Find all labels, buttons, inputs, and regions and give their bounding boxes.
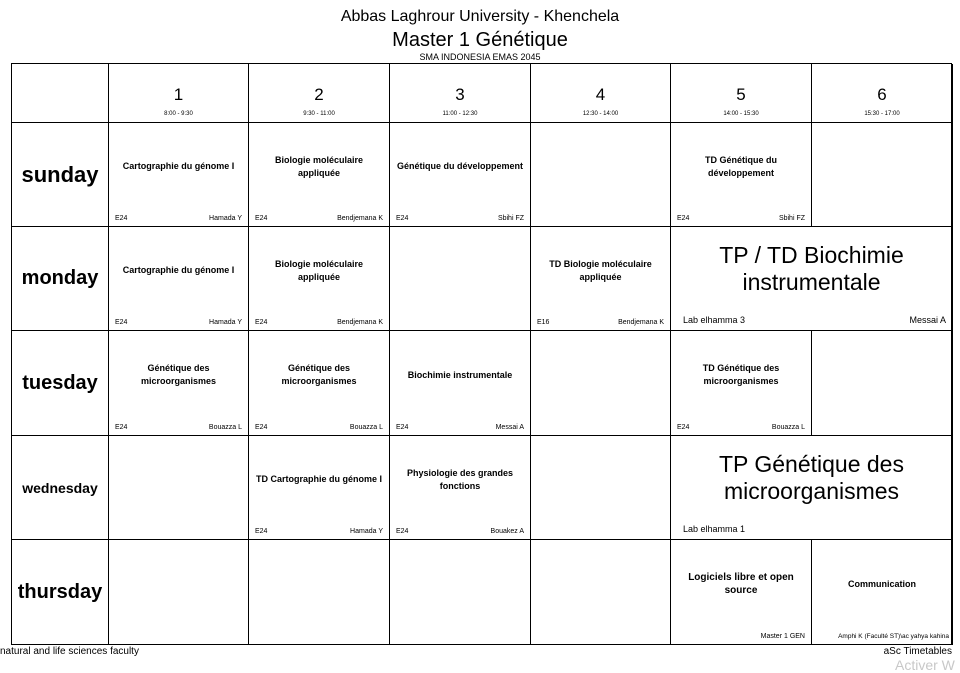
day-label-sunday: sunday [12, 123, 109, 227]
lesson-teacher: Amphi K (Faculté ST)\ac yahya kahina [838, 633, 949, 640]
lesson-card[interactable] [249, 123, 390, 227]
period-time: 12:30 - 14:00 [582, 111, 619, 117]
period-time: 15:30 - 17:00 [864, 111, 900, 117]
lesson-teacher: Master 1 GEN [760, 633, 805, 640]
lesson-room: E24 [677, 215, 690, 222]
lesson-title: Génétique du développement [396, 161, 524, 171]
lesson-teacher: Bouazza L [208, 424, 242, 431]
period-header-3 [390, 64, 531, 123]
lesson-teacher: Bouazza L [349, 424, 383, 431]
lesson-teacher: Hamada Y [350, 528, 383, 535]
lesson-room: E24 [396, 215, 409, 222]
program-subtitle: SMA INDONESIA EMAS 2045 [419, 52, 541, 62]
period-time: 14:00 - 15:30 [723, 111, 759, 117]
lesson-room: E24 [115, 215, 128, 222]
lesson-card[interactable] [249, 436, 390, 540]
lesson-room: E24 [396, 424, 409, 431]
lesson-teacher: Bendjemana K [337, 319, 383, 326]
activation-watermark: Activer W [895, 657, 955, 673]
lesson-card-double[interactable] [671, 436, 953, 540]
corner-cell [12, 64, 109, 123]
empty-slot[interactable] [109, 540, 249, 645]
empty-slot[interactable] [812, 123, 953, 227]
lesson-room: E24 [255, 319, 268, 326]
period-time: 8:00 - 9:30 [164, 111, 193, 117]
lesson-title: Génétique des microorganismes [140, 363, 217, 386]
period-time: 9:30 - 11:00 [303, 111, 335, 117]
empty-slot[interactable] [249, 540, 390, 645]
period-header-5 [671, 64, 812, 123]
period-header-4 [531, 64, 671, 123]
lesson-card[interactable] [109, 227, 249, 331]
empty-slot[interactable] [531, 331, 671, 436]
timetable-grid [11, 63, 952, 645]
lesson-card[interactable] [671, 540, 812, 645]
lesson-title: Communication [847, 578, 916, 589]
lesson-title: Biologie moléculaire appliquée [274, 154, 364, 178]
lesson-title: TD Génétique du développement [705, 154, 777, 178]
lesson-room: E24 [255, 528, 268, 535]
period-header-6 [812, 64, 953, 123]
lesson-title: Biochimie instrumentale [407, 369, 513, 380]
lesson-teacher: Bendjemana K [618, 319, 664, 326]
lesson-teacher: Hamada Y [209, 319, 242, 326]
lesson-teacher: Bendjemana K [337, 215, 383, 222]
program-title: Master 1 Génétique [392, 29, 568, 51]
lesson-room: E24 [677, 424, 690, 431]
lesson-card[interactable] [390, 331, 531, 436]
empty-slot[interactable] [812, 331, 953, 436]
period-number: 3 [455, 85, 465, 104]
lesson-title: Cartographie du génome I [122, 161, 235, 171]
lesson-title: TD Biologie moléculaire appliquée [549, 258, 652, 282]
period-number: 4 [595, 85, 606, 104]
lesson-room: E24 [396, 528, 409, 535]
period-time: 11:00 - 12:30 [442, 111, 478, 117]
lesson-teacher: Sbihi FZ [778, 215, 805, 222]
empty-slot[interactable] [390, 227, 531, 331]
day-label-thursday: thursday [12, 540, 109, 645]
lesson-title: Génétique des microorganismes [281, 363, 357, 386]
empty-slot[interactable] [390, 540, 531, 645]
day-label-wednesday: wednesday [12, 436, 109, 540]
lesson-title: Physiologie des grandes fonctions [406, 467, 514, 491]
lesson-card[interactable] [109, 123, 249, 227]
lesson-card[interactable] [812, 540, 953, 645]
lesson-title: TD Génétique des microorganismes [702, 363, 780, 386]
lesson-card[interactable] [390, 123, 531, 227]
lesson-room: E24 [115, 424, 128, 431]
period-header-2 [249, 64, 390, 123]
lesson-room: E24 [255, 424, 268, 431]
empty-slot[interactable] [531, 436, 671, 540]
lesson-card[interactable] [109, 331, 249, 436]
period-number: 6 [877, 85, 887, 104]
period-number: 5 [736, 85, 746, 104]
lesson-title: Logiciels libre et open source [688, 572, 794, 596]
period-number: 2 [314, 85, 324, 104]
lesson-teacher: Hamada Y [209, 215, 242, 222]
period-number: 1 [173, 85, 184, 104]
generator-footer: aSc Timetables [883, 646, 952, 657]
day-label-tuesday: tuesday [12, 331, 109, 436]
lesson-card-double[interactable] [671, 227, 953, 331]
lesson-teacher: Messai A [909, 315, 946, 325]
lesson-teacher: Bouakez A [490, 528, 524, 535]
lesson-title: TP Génétique des microorganismes [719, 450, 904, 504]
lesson-card[interactable] [249, 227, 390, 331]
lesson-card[interactable] [390, 436, 531, 540]
lesson-card[interactable] [249, 331, 390, 436]
day-label-monday: monday [12, 227, 109, 331]
lesson-room: E16 [537, 319, 550, 326]
lesson-card[interactable] [671, 123, 812, 227]
empty-slot[interactable] [109, 436, 249, 540]
lesson-room: Lab elhamma 3 [683, 315, 746, 325]
lesson-teacher: Messai A [495, 424, 524, 431]
empty-slot[interactable] [531, 123, 671, 227]
lesson-card[interactable] [531, 227, 671, 331]
faculty-footer: natural and life sciences faculty [0, 646, 139, 657]
lesson-room: E24 [115, 319, 128, 326]
lesson-title: Cartographie du génome I [122, 265, 235, 275]
lesson-title: TP / TD Biochimie instrumentale [719, 241, 904, 295]
lesson-teacher: Sbihi FZ [497, 215, 524, 222]
university-title: Abbas Laghrour University - Khenchela [340, 8, 620, 25]
empty-slot[interactable] [531, 540, 671, 645]
lesson-title: TD Cartographie du génome I [255, 474, 382, 484]
lesson-room: E24 [255, 215, 268, 222]
period-header-1 [109, 64, 249, 123]
lesson-title: Biologie moléculaire appliquée [274, 258, 364, 282]
lesson-card[interactable] [671, 331, 812, 436]
lesson-room: Lab elhamma 1 [683, 524, 746, 534]
lesson-teacher: Bouazza L [771, 424, 805, 431]
